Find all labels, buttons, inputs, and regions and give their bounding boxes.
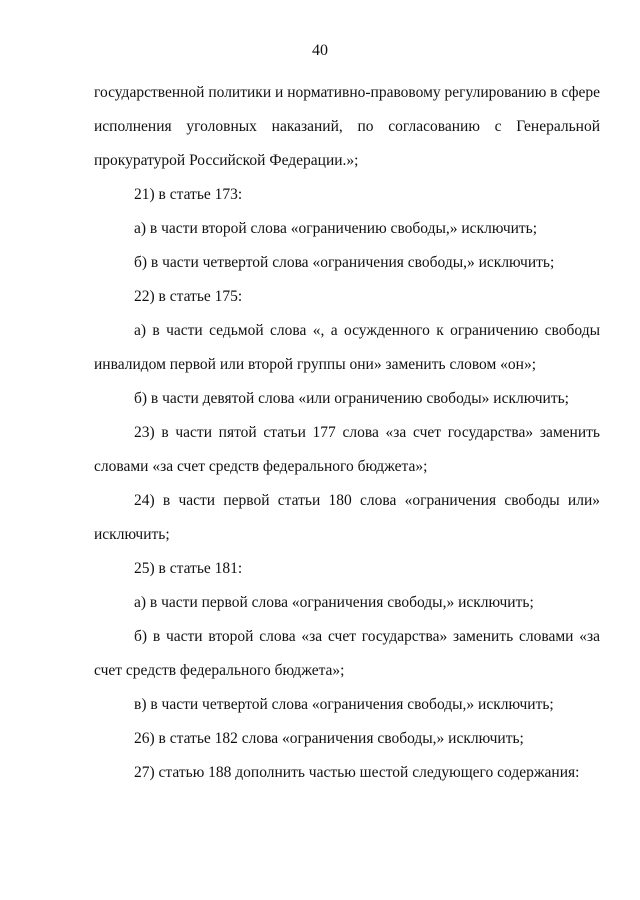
paragraph-continuation: государственной политики и нормативно-правовому регулированию в сфере исполнения уголовных наказаний, по согласованию с Генеральной прокуратурой Российской Федерации.»; [94, 84, 600, 169]
paragraph-item-25: 25) в статье 181: [134, 560, 243, 577]
paragraph-item-22a: а) в части седьмой слова «, а осужденного к ограничению свободы инвалидом первой или второй группы они» заменить словом «он»; [94, 322, 600, 373]
paragraph-item-21b: б) в части четвертой слова «ограничения свободы,» исключить; [134, 254, 555, 271]
paragraph-item-25b: б) в части второй слова «за счет государства» заменить словами «за счет средств федерального бюджета»; [94, 628, 600, 679]
paragraph-item-27: 27) статью 188 дополнить частью шестой следующего содержания: [134, 764, 580, 781]
paragraph-item-21: 21) в статье 173: [134, 186, 243, 203]
paragraph-item-24: 24) в части первой статьи 180 слова «ограничения свободы или» исключить; [94, 492, 600, 543]
paragraph-item-25a: а) в части первой слова «ограничения свободы,» исключить; [134, 594, 534, 611]
document-body [94, 76, 600, 790]
paragraph-item-26: 26) в статье 182 слова «ограничения свободы,» исключить; [134, 730, 524, 747]
page-number: 40 [312, 42, 328, 59]
paragraph-item-25c: в) в части четвертой слова «ограничения свободы,» исключить; [134, 696, 554, 713]
paragraph-item-22b: б) в части девятой слова «или ограничению свободы» исключить; [134, 390, 569, 407]
paragraph-item-22: 22) в статье 175: [134, 288, 243, 305]
paragraph-item-23: 23) в части пятой статьи 177 слова «за счет государства» заменить словами «за счет средств федерального бюджета»; [94, 424, 600, 475]
paragraph-item-21a: а) в части второй слова «ограничению свободы,» исключить; [134, 220, 538, 237]
